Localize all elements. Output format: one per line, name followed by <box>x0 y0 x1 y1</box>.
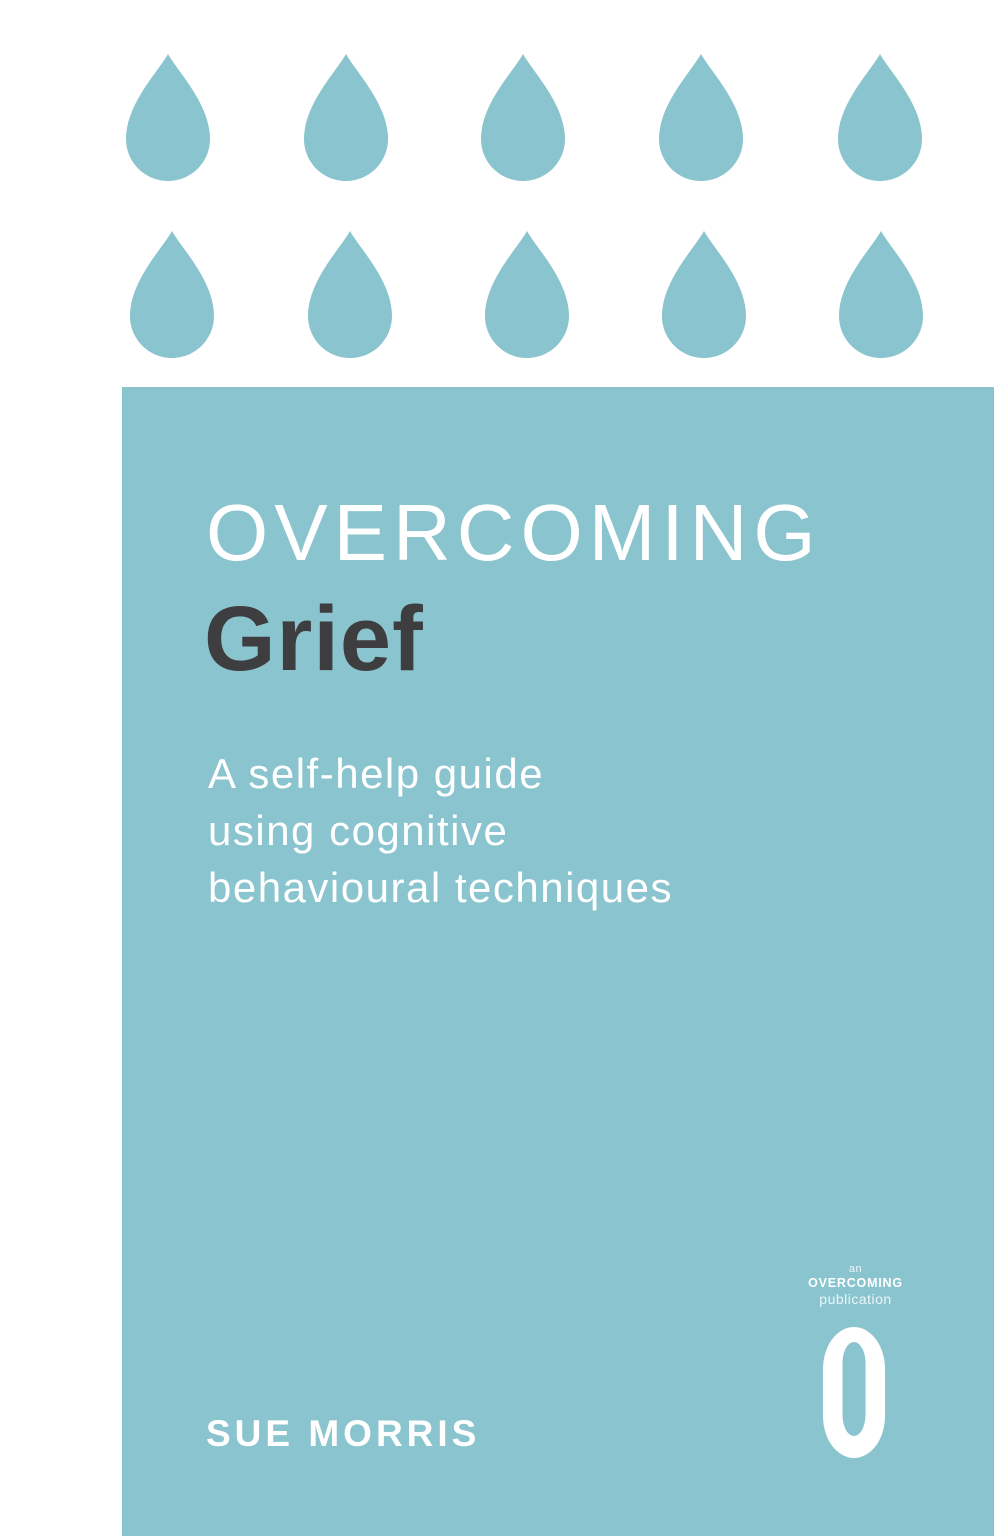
raindrop-icon <box>656 52 746 183</box>
raindrop-icon <box>836 229 926 360</box>
publisher-line-publication: publication <box>819 1291 892 1307</box>
subtitle-line-2: using cognitive <box>208 807 509 854</box>
raindrop-icon <box>305 229 395 360</box>
raindrop-icon <box>301 52 391 183</box>
raindrop-icon <box>835 52 925 183</box>
publisher-line-brand: OVERCOMING <box>808 1276 903 1290</box>
subtitle-line-3: behavioural techniques <box>208 864 673 911</box>
publisher-line-an: an <box>848 1263 863 1275</box>
raindrop-icon <box>478 52 568 183</box>
series-title: OVERCOMING <box>206 488 822 577</box>
subtitle <box>208 745 673 916</box>
raindrop-icon <box>127 229 217 360</box>
book-title: Grief <box>204 588 424 690</box>
cover-panel <box>122 387 994 1536</box>
publisher-o-logo-icon <box>823 1327 885 1458</box>
raindrop-icon <box>482 229 572 360</box>
subtitle-line-1: A self-help guide <box>208 750 545 797</box>
publisher-imprint <box>790 1263 921 1307</box>
raindrop-icon <box>123 52 213 183</box>
author-name: SUE MORRIS <box>206 1413 481 1454</box>
publisher-o-logo-hole <box>843 1342 866 1436</box>
raindrop-icon <box>659 229 749 360</box>
